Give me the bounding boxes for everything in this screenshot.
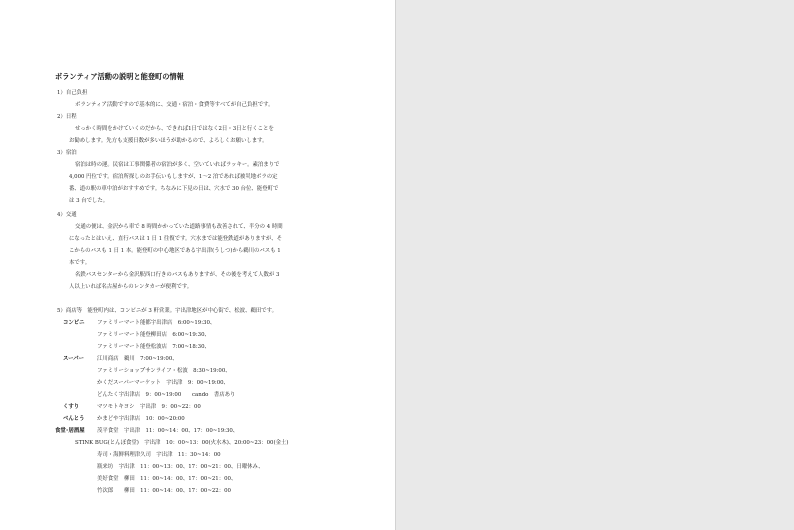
document-line: 名鉄バスセンターから金沢駅西口行きのバスもありますが、その後を考えて人数が 3 — [75, 272, 280, 278]
document-line: ファミリーショップサンライフ・松波 8:30~19:00、 — [97, 368, 231, 374]
document-line: 2）日程 — [57, 114, 77, 120]
document-line: 5）商店等 能登町内は、コンビニが 3 軒営業。宇出津地区が中心街で、松波、鵜田です。 — [57, 308, 277, 314]
document-line: せっかく時間をかけていくのだから、できれば1日ではなく2日・3日と行くことを — [75, 126, 274, 132]
empty-side-panel — [395, 0, 794, 530]
document-line: になったとはいえ、直行バスは 1 日 1 往復です。穴水までは能登鉄道がありますが、そ — [69, 236, 283, 242]
document-line: 江川商店 鵜川 7:00~19:00、 — [97, 356, 178, 362]
document-line: ボランティア活動ですので基本的に、交通・宿泊・食費等すべてが自己負担です。 — [75, 102, 274, 108]
document-line: べんとう — [63, 416, 85, 422]
document-line: お勧めします。先方も支援日数が多いほうが助かるので、よろしくお願いします。 — [69, 138, 268, 144]
document-line: 人以上いれば名古屋からのレンタカーが便利です。 — [69, 284, 193, 290]
document-line: コンビニ — [63, 320, 85, 326]
document-line: 番、道の駅の車中泊がおすすめです。ちなみに下見の日は、穴水で 30 台位、能登町で — [69, 186, 279, 192]
document-line: こからのバスも 1 日 1 本。能登町の中心地区である宇出津(うしつ)から鵜川のバスも 1 — [69, 248, 281, 254]
document-line: ファミリーマート能登柳田店 6:00~19:30、 — [97, 332, 210, 338]
document-line: ファミリーマート能都宇出津店 6:00~19:30、 — [97, 320, 216, 326]
document-line: かまどや宇出津店 10：00~20:00 — [97, 416, 185, 422]
document-line: スーパー — [63, 356, 85, 362]
document-line: 4）交通 — [57, 212, 77, 218]
document-line: 本です。 — [69, 260, 91, 266]
document-line: 交通の便は、金沢から車で 8 時間かかっていた道路事情も改善されて、半分の 4 時間 — [75, 224, 283, 230]
document-line: 茂平食堂 宇出津 11：00~14：00、17：00~19:30、 — [97, 428, 239, 434]
document-line: 3）宿泊 — [57, 150, 77, 156]
document-line: マツモトキヨシ 宇出津 9：00~22：00 — [97, 404, 201, 410]
document-title: ボランティア活動の説明と能登町の情報 — [55, 72, 184, 81]
document-line: 美好食堂 柳田 11：00~14：00、17：00~21：00、 — [97, 476, 237, 482]
document-line: どんたく宇出津店 9：00~19:00 cando 書店あり — [97, 392, 236, 398]
document-line: 宿泊は時の運。民宿は工事関係者の宿泊が多く、空いていればラッキー。素泊まりで — [75, 162, 280, 168]
document-line: は 3 台でした。 — [69, 198, 109, 204]
document-line: 竹次郎 柳田 11：00~14：00、17：00~22：00 — [97, 488, 231, 494]
document-line: かくだスーパーマーケット 宇出津 9：00~19:00、 — [97, 380, 229, 386]
document-line: 寿司・海鮮料理津久司 宇出津 11：30~14：00 — [97, 452, 221, 458]
document-line: 1）自己負担 — [57, 90, 88, 96]
document-page — [0, 0, 395, 530]
document-line: 4,000 円位です。宿泊所探しのお手伝いもしますが、1～2 泊であれば被災地ボラの定 — [69, 174, 278, 180]
document-line: くすり — [63, 404, 80, 410]
document-line: 瓶来坊 宇出津 11：00~13：00、17：00~21：00、日曜休み、 — [97, 464, 264, 470]
document-line: STINK BUG(とんぼ食堂) 宇出津 10：00~13：00(火水木)、20:00~23：00(金土) — [75, 440, 289, 446]
document-line: 食堂･居酒屋 — [55, 428, 85, 434]
document-line: ファミリーマート能登松波店 7:00~18:30、 — [97, 344, 210, 350]
